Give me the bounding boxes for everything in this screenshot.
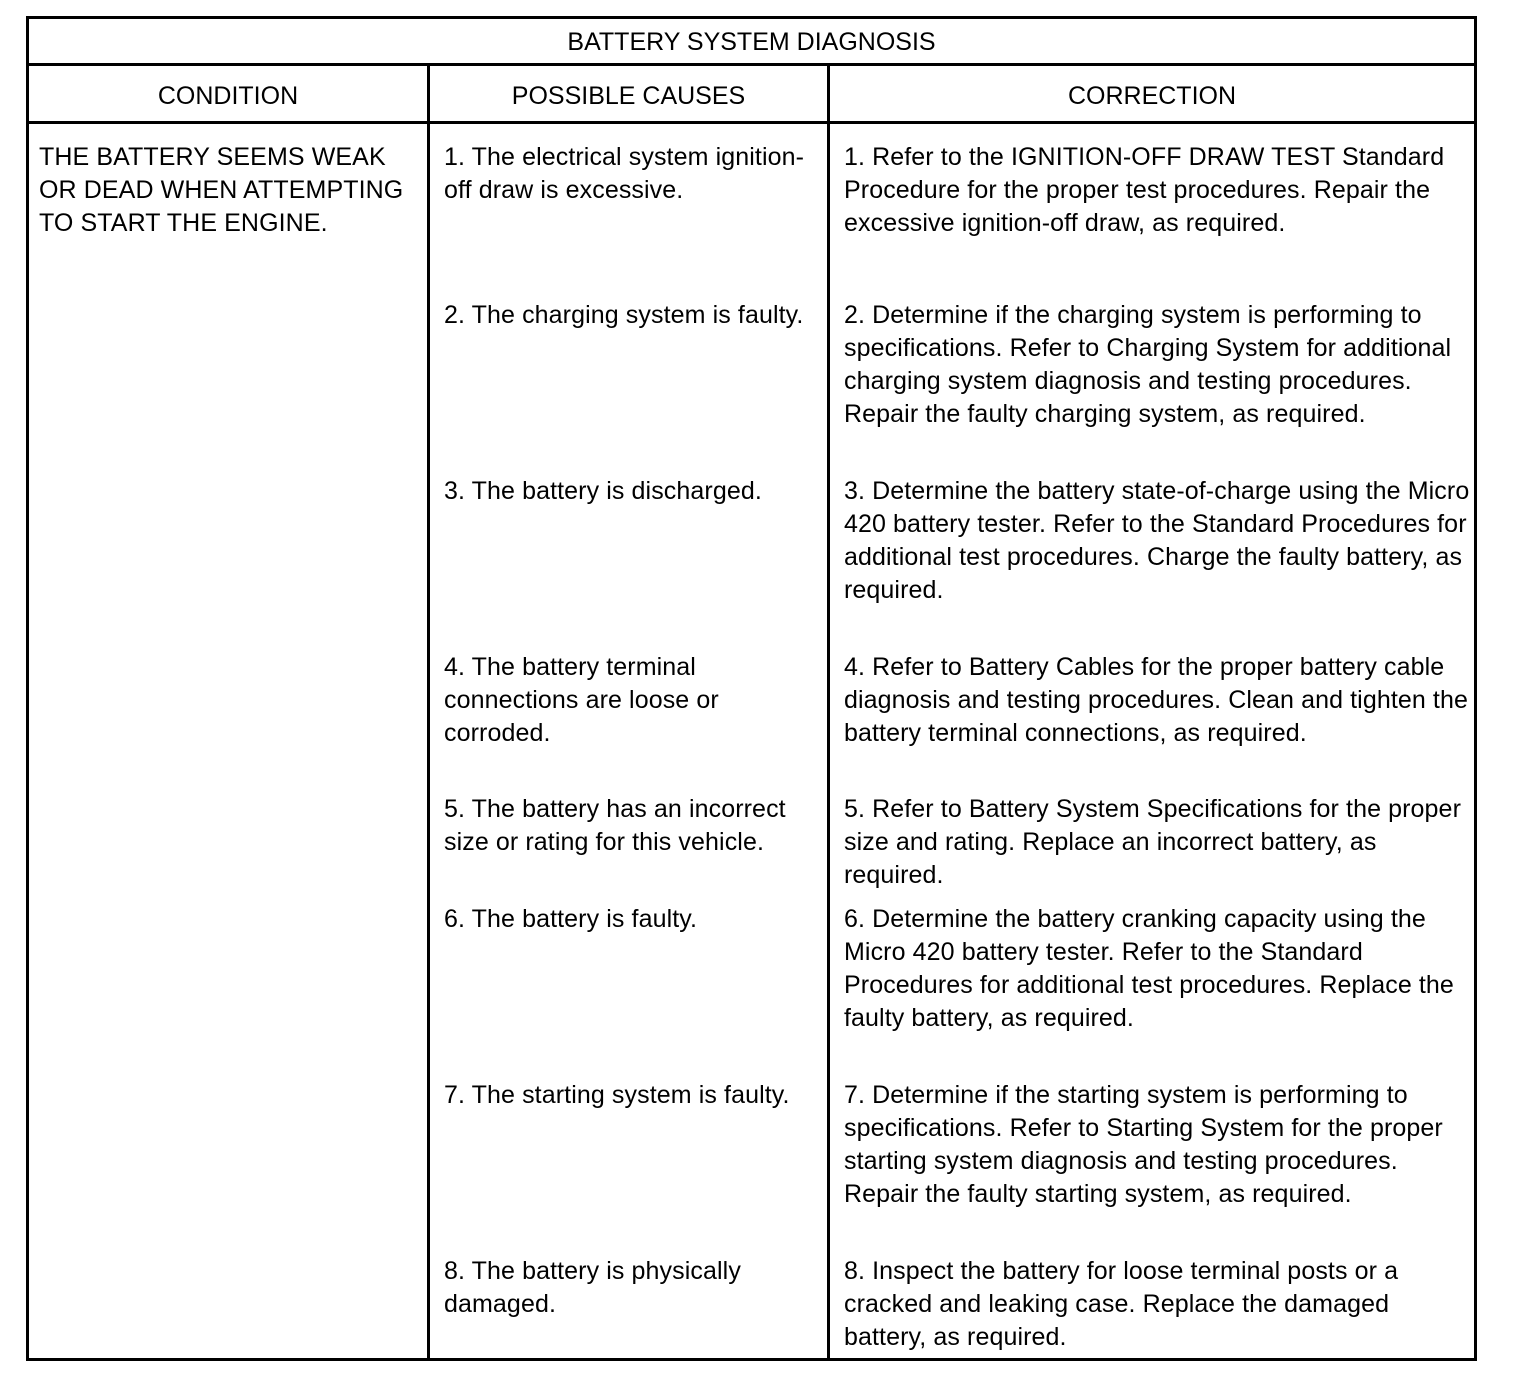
correction-cell: 5. Refer to Battery System Specifications for the proper size and rating. Replace an incorrect battery, as required.	[844, 795, 1461, 889]
condition-cell: THE BATTERY SEEMS WEAK OR DEAD WHEN ATTEMPTING TO START THE ENGINE.	[39, 143, 404, 237]
diagnosis-table	[26, 16, 1477, 1361]
cause-cell: 1. The electrical system ignition-off draw is excessive.	[444, 143, 805, 204]
correction-cell: 7. Determine if the starting system is performing to specifications. Refer to Starting System for the proper starting system diagnosis and testing procedures. Repair the faulty starting system, as required.	[844, 1081, 1443, 1208]
column-divider	[427, 66, 430, 1358]
header-possible-causes: POSSIBLE CAUSES	[430, 66, 827, 124]
correction-cell: 3. Determine the battery state-of-charge using the Micro 420 battery tester. Refer to the Standard Procedures for additional test procedures. Charge the faulty battery, as required.	[844, 477, 1470, 604]
header-condition: CONDITION	[29, 66, 427, 124]
header-correction: CORRECTION	[830, 66, 1474, 124]
cause-cell: 4. The battery terminal connections are loose or corroded.	[444, 653, 719, 747]
correction-cell: 2. Determine if the charging system is performing to specifications. Refer to Charging System for additional charging system diagnosis and testing procedures. Repair the faulty charging system, as required.	[844, 301, 1452, 428]
cause-cell: 5. The battery has an incorrect size or rating for this vehicle.	[444, 795, 786, 856]
cause-cell: 8. The battery is physically damaged.	[444, 1257, 741, 1318]
column-divider	[827, 66, 830, 1358]
table-title: BATTERY SYSTEM DIAGNOSIS	[29, 19, 1474, 66]
correction-cell: 6. Determine the battery cranking capacity using the Micro 420 battery tester. Refer to the Standard Procedures for additional test procedures. Replace the faulty battery, as required.	[844, 905, 1454, 1032]
correction-cell: 1. Refer to the IGNITION-OFF DRAW TEST Standard Procedure for the proper test procedures. Repair the excessive ignition-off draw, as required.	[844, 143, 1445, 237]
cause-cell: 2. The charging system is faulty.	[444, 301, 804, 329]
cause-cell: 6. The battery is faulty.	[444, 905, 698, 933]
cause-cell: 7. The starting system is faulty.	[444, 1081, 790, 1109]
correction-cell: 4. Refer to Battery Cables for the proper battery cable diagnosis and testing procedures. Clean and tighten the battery terminal connections, as required.	[844, 653, 1468, 747]
cause-cell: 3. The battery is discharged.	[444, 477, 762, 505]
correction-cell: 8. Inspect the battery for loose terminal posts or a cracked and leaking case. Replace the damaged battery, as required.	[844, 1257, 1399, 1351]
